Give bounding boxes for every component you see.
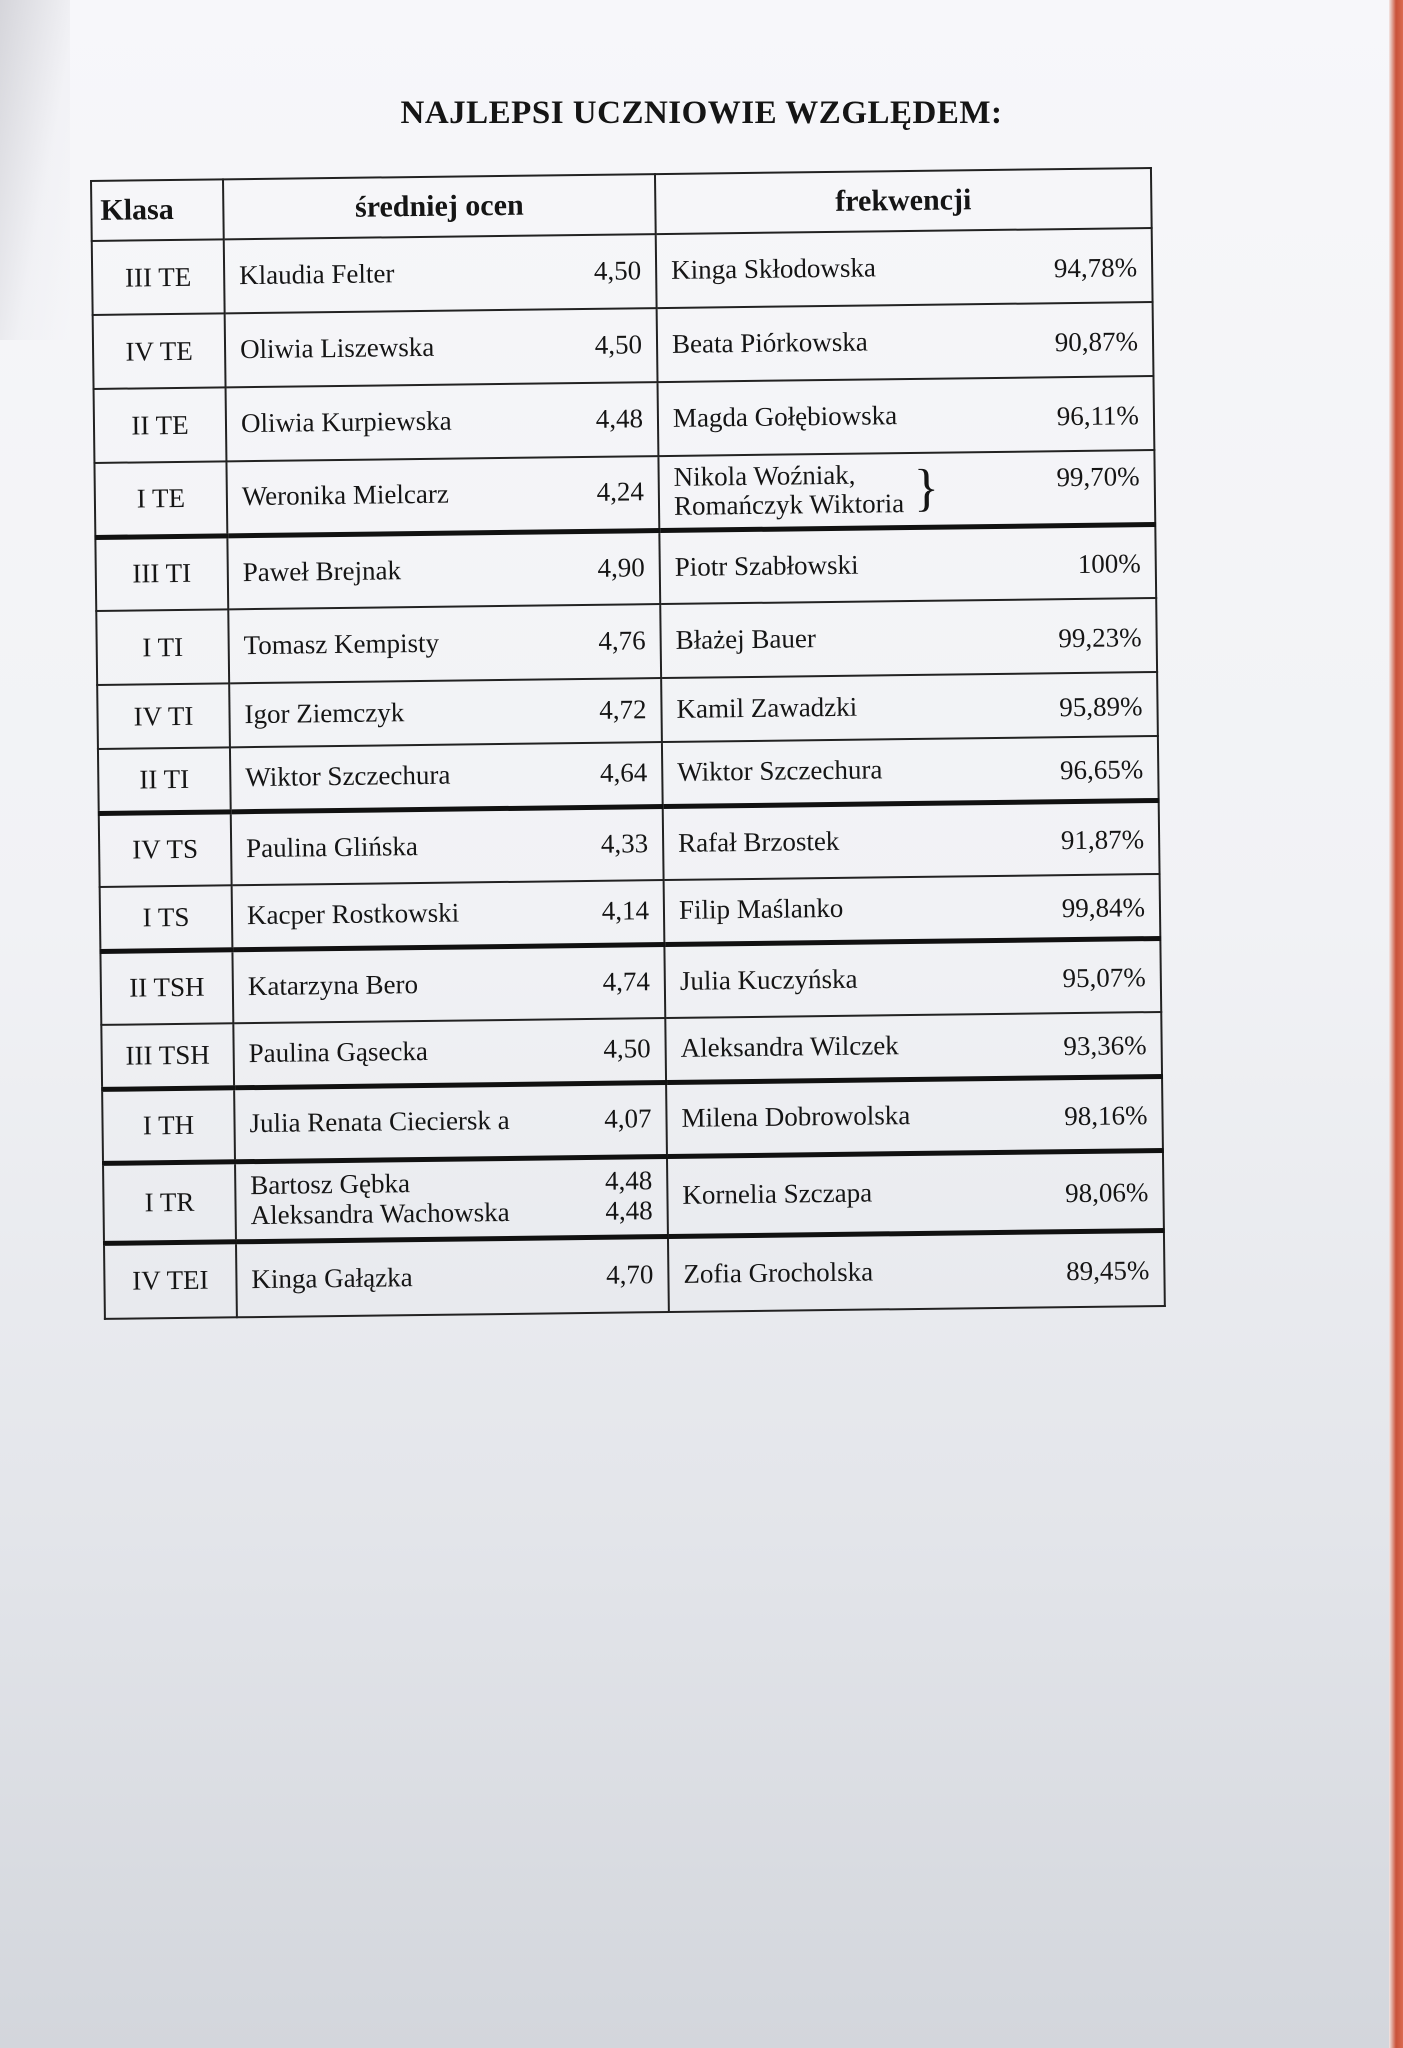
attendance-student-name-2: Romańczyk Wiktoria (673, 488, 905, 522)
table-row (94, 450, 1155, 537)
attendance-percent: 98,16% (1064, 1099, 1148, 1131)
cell-srednia (234, 1082, 667, 1161)
cell-srednia (226, 382, 659, 461)
grade-average: 4,76 (598, 625, 646, 656)
ranking-table (90, 167, 1166, 1320)
attendance-student-name: Kornelia Szczapa (682, 1177, 873, 1210)
cell-frekwencja (662, 736, 1159, 806)
background-red-edge (1389, 0, 1403, 2048)
grade-average: 4,50 (593, 255, 642, 287)
cell-srednia (225, 308, 658, 387)
table-row (103, 1150, 1164, 1243)
grade-average: 4,33 (600, 828, 649, 859)
student-name: Tomasz Kempisty (243, 627, 440, 661)
cell-frekwencja (656, 228, 1153, 308)
student-name: Oliwia Liszewska (239, 331, 435, 365)
header-frekwencja: frekwencji (655, 168, 1152, 234)
student-name: Kacper Rostkowski (246, 897, 460, 931)
attendance-percent: 99,23% (1058, 621, 1142, 653)
cell-klasa: I TR (103, 1161, 236, 1243)
table-row (100, 938, 1161, 1025)
student-name-2: Aleksandra Wachowska (250, 1196, 510, 1231)
cell-klasa: IV TI (97, 683, 230, 749)
attendance-percent: 90,87% (1054, 325, 1139, 357)
grade-average: 4,70 (605, 1259, 654, 1290)
table-row (102, 1076, 1163, 1163)
student-name: Weronika Mielcarz (241, 479, 450, 512)
cell-srednia (228, 604, 661, 683)
grade-average: 4,14 (601, 895, 650, 927)
cell-frekwencja (668, 1230, 1165, 1312)
student-name: Wiktor Szczechura (245, 760, 451, 793)
table-row (99, 800, 1160, 887)
cell-klasa: II TSH (100, 949, 233, 1025)
page-fold-shadow (0, 0, 70, 340)
cell-klasa: I TE (94, 461, 227, 537)
attendance-percent: 95,07% (1062, 962, 1147, 994)
cell-klasa: III TI (95, 535, 228, 611)
grade-average: 4,50 (594, 329, 643, 361)
table-body (92, 228, 1165, 1319)
attendance-percent: 96,65% (1059, 753, 1144, 785)
cell-srednia (230, 742, 663, 811)
cell-frekwencja (664, 874, 1161, 944)
ranking-table-container (90, 167, 1164, 1320)
grade-average: 4,90 (597, 552, 645, 583)
grade-average: 4,48 (595, 403, 644, 434)
student-name: Paulina Gąsecka (248, 1036, 429, 1069)
attendance-student-name: Magda Gołębiowska (672, 400, 898, 434)
attendance-student-name: Kamil Zawadzki (676, 691, 858, 725)
cell-klasa: IV TE (93, 313, 226, 389)
table-row (96, 598, 1157, 685)
student-name: Bartosz Gębka (250, 1168, 411, 1201)
attendance-percent: 94,78% (1053, 251, 1138, 283)
student-name: Katarzyna Bero (247, 968, 419, 1002)
attendance-student-name: Beata Piórkowska (671, 326, 868, 360)
brace-icon: } (913, 459, 940, 518)
grade-average: 4,07 (604, 1103, 652, 1134)
cell-klasa: III TSH (101, 1023, 234, 1089)
table-row (94, 376, 1155, 463)
cell-klasa: III TE (92, 239, 225, 315)
attendance-student-name: Julia Kuczyńska (679, 963, 858, 996)
cell-srednia (232, 944, 665, 1023)
document-title: NAJLEPSI UCZNIOWIE WZGLĘDEM: (400, 95, 1003, 131)
attendance-student-name: Kinga Skłodowska (670, 252, 877, 286)
cell-frekwencja (664, 938, 1161, 1018)
attendance-percent: 100% (1077, 548, 1141, 580)
student-name: Klaudia Felter (238, 258, 395, 291)
grade-average: 4,72 (599, 694, 647, 725)
grade-average-2: 4,48 (605, 1195, 653, 1226)
header-srednia: średniej ocen (223, 174, 656, 239)
attendance-student-name: Nikola Woźniak, (673, 459, 856, 492)
student-name: Igor Ziemczyk (244, 697, 405, 730)
attendance-student-name: Milena Dobrowolska (681, 1100, 911, 1133)
table-row (104, 1230, 1165, 1319)
cell-srednia (235, 1156, 668, 1241)
attendance-student-name: Filip Maślanko (678, 893, 844, 926)
cell-frekwencja (660, 598, 1157, 678)
student-name: Oliwia Kurpiewska (240, 405, 452, 439)
grade-average: 4,48 (604, 1165, 653, 1197)
student-name: Paulina Glińska (245, 830, 419, 864)
cell-frekwencja (667, 1150, 1164, 1236)
student-name: Paweł Brejnak (242, 555, 402, 588)
table-row (93, 302, 1154, 389)
cell-frekwencja (661, 672, 1158, 742)
cell-srednia (224, 234, 657, 313)
cell-srednia (232, 880, 665, 949)
attendance-percent: 98,06% (1065, 1176, 1149, 1208)
cell-srednia (233, 1018, 666, 1087)
grade-average: 4,64 (599, 757, 648, 789)
cell-klasa: IV TEI (104, 1241, 237, 1319)
attendance-student-name: Zofia Grocholska (683, 1256, 874, 1289)
grade-average: 4,74 (602, 966, 651, 997)
attendance-percent: 93,36% (1063, 1029, 1147, 1061)
cell-frekwencja (666, 1076, 1163, 1156)
cell-frekwencja (658, 450, 1155, 530)
student-name: Kinga Gałązka (251, 1262, 413, 1295)
cell-frekwencja (658, 376, 1155, 456)
attendance-student-name: Błażej Bauer (675, 623, 817, 656)
attendance-student-name: Aleksandra Wilczek (680, 1030, 899, 1064)
attendance-percent: 91,87% (1060, 824, 1145, 856)
cell-frekwencja (657, 302, 1154, 382)
table-row (95, 524, 1156, 611)
grade-average: 4,50 (603, 1033, 651, 1065)
cell-klasa: I TH (102, 1087, 235, 1163)
cell-frekwencja (665, 1012, 1162, 1082)
cell-frekwencja (659, 524, 1156, 604)
cell-srednia (229, 678, 662, 747)
attendance-percent: 99,84% (1061, 891, 1146, 923)
header-klasa: Klasa (91, 179, 224, 241)
cell-klasa: II TE (94, 387, 227, 463)
attendance-percent: 99,70% (1056, 460, 1140, 492)
attendance-percent: 95,89% (1059, 690, 1143, 722)
grade-average: 4,24 (596, 476, 645, 508)
cell-klasa: IV TS (99, 811, 232, 887)
cell-srednia (236, 1236, 669, 1317)
table-row (92, 228, 1153, 315)
cell-klasa: I TI (96, 609, 229, 685)
attendance-student-name: Piotr Szabłowski (674, 549, 859, 582)
attendance-student-name: Wiktor Szczechura (677, 754, 883, 788)
cell-srednia (231, 806, 664, 885)
cell-klasa: II TI (98, 747, 231, 813)
attendance-percent: 96,11% (1056, 399, 1140, 431)
cell-srednia (226, 456, 659, 535)
cell-klasa: I TS (100, 885, 233, 951)
cell-frekwencja (663, 800, 1160, 880)
cell-srednia (227, 530, 660, 609)
student-name: Julia Renata Cieciersk a (249, 1105, 510, 1139)
attendance-percent: 89,45% (1065, 1255, 1150, 1287)
attendance-student-name: Rafał Brzostek (677, 825, 840, 858)
